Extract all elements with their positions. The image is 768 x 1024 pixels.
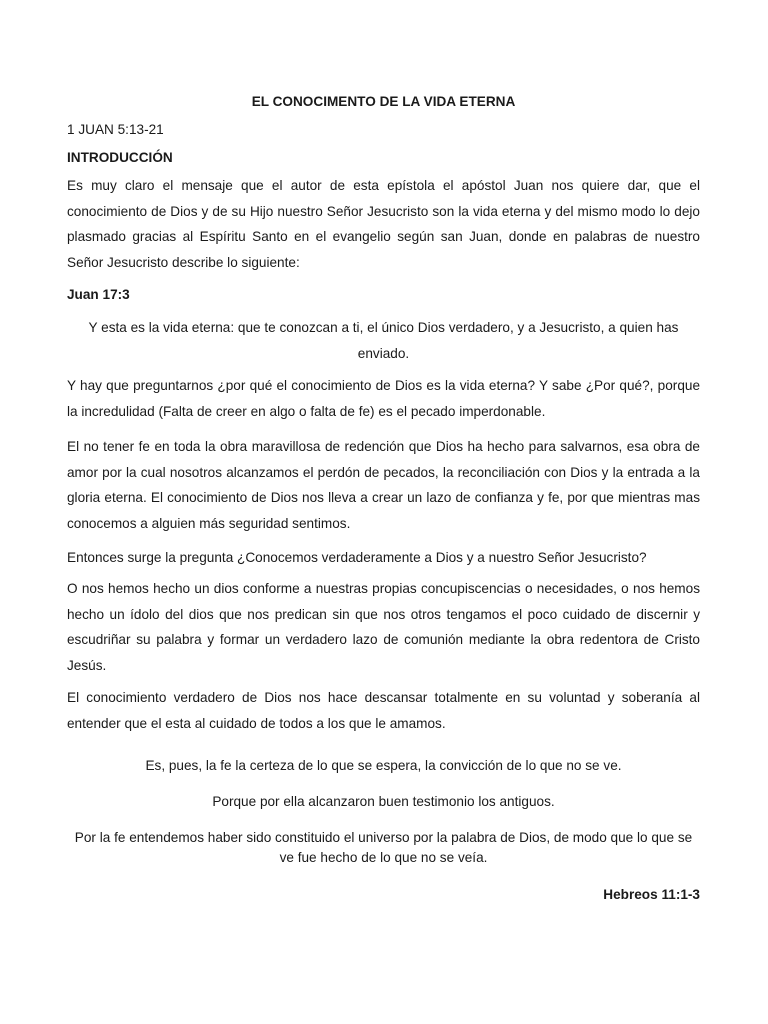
hebrews-quote-line: Porque por ella alcanzaron buen testimonio los antiguos.	[212, 794, 555, 809]
verse-quote-line: enviado.	[357, 346, 410, 361]
document-page	[67, 0, 700, 1024]
intro-heading: INTRODUCCIÓN	[67, 150, 173, 165]
verse-quote-line: Y esta es la vida eterna: que te conozcan a ti, el único Dios verdadero, y a Jesucristo, a quien has	[88, 320, 679, 335]
paragraph-idols: O nos hemos hecho un dios conforme a nuestras propias concupiscencias o necesidades, o nos hemos hecho un ídolo del dios que nos predican sin que nos otros tengamos el poco cuidado de discernir y escudriñar su palabra y formar un verdadero lazo de comunión mediante la obra redentora de Cristo Jesús.	[67, 581, 700, 673]
verse-reference-juan: Juan 17:3	[67, 287, 130, 302]
verse-reference-hebreos: Hebreos 11:1-3	[603, 887, 700, 902]
document-title: EL CONOCIMENTO DE LA VIDA ETERNA	[251, 94, 516, 109]
paragraph-intro: Es muy claro el mensaje que el autor de esta epístola el apóstol Juan nos quiere dar, que el conocimiento de Dios y de su Hijo nuestro Señor Jesucristo son la vida eterna y del mismo modo lo dejo plasmado gracias al Espíritu Santo en el evangelio según san Juan, donde en palabras de nuestro Señor Jesucristo describe lo siguiente:	[67, 178, 700, 270]
paragraph-question-2: Entonces surge la pregunta ¿Conocemos verdaderamente a Dios y a nuestro Señor Jesucristo?	[67, 550, 647, 565]
hebrews-quote-line: ve fue hecho de lo que no se veía.	[279, 850, 488, 865]
paragraph-redemption: El no tener fe en toda la obra maravillosa de redención que Dios ha hecho para salvarnos, esa obra de amor por la cual nosotros alcanzamos el perdón de pecados, la reconciliación con Dios y la entrada a la gloria eterna. El conocimiento de Dios nos lleva a crear un lazo de confianza y fe, por que mientras mas conocemos a alguien más seguridad sentimos.	[67, 439, 700, 531]
hebrews-quote-line: Por la fe entendemos haber sido constituido el universo por la palabra de Dios, de modo que lo que se	[74, 830, 693, 845]
hebrews-quote-line: Es, pues, la fe la certeza de lo que se espera, la convicción de lo que no se ve.	[145, 758, 622, 773]
scripture-reference: 1 JUAN 5:13-21	[67, 122, 164, 137]
paragraph-question: Y hay que preguntarnos ¿por qué el conocimiento de Dios es la vida eterna? Y sabe ¿Por qué?, porque la incredulidad (Falta de creer en algo o falta de fe) es el pecado imperdonable.	[67, 378, 700, 419]
paragraph-knowledge: El conocimiento verdadero de Dios nos hace descansar totalmente en su voluntad y soberanía al entender que el esta al cuidado de todos a los que le amamos.	[67, 690, 700, 731]
